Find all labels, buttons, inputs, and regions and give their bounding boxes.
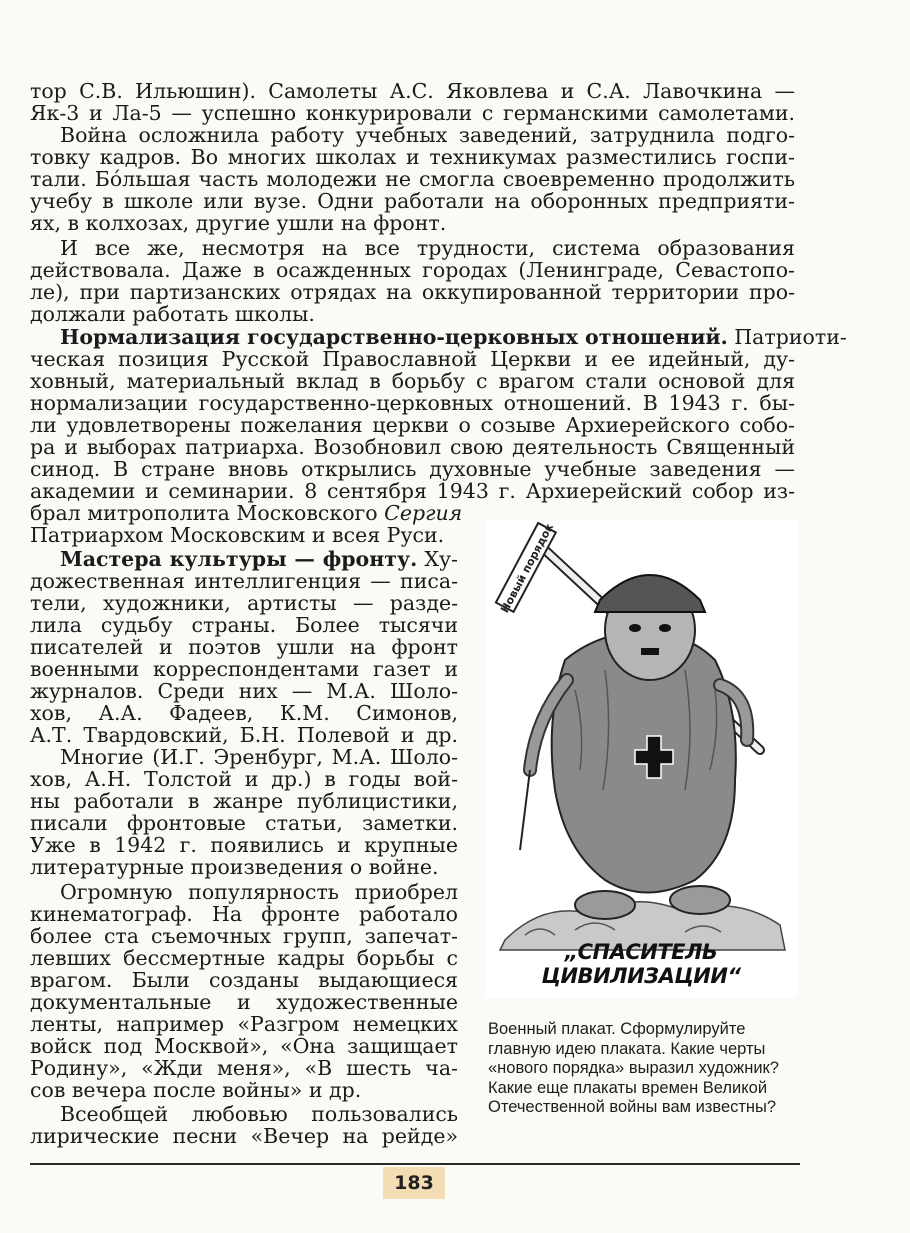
text-fragment: Патриоти-	[734, 325, 847, 349]
text-line: врагом. Были созданы выдающиеся	[30, 968, 458, 992]
text-line: Патриархом Московским и всея Руси.	[30, 523, 445, 547]
text-line: тели, художники, артисты — разде-	[30, 591, 458, 615]
text-line: Всеобщей любовью пользовались	[60, 1102, 458, 1126]
text-line: документальные и художественные	[30, 990, 458, 1014]
text-line: тали. Бóльшая часть молодежи не смогла своевременно продолжить	[30, 167, 795, 191]
text-line: писателей и поэтов ушли на фронт	[30, 635, 458, 659]
footer-divider	[30, 1163, 800, 1165]
text-line: ра и выборах патриарха. Возобновил свою деятельность Священный	[30, 435, 795, 459]
text-line: И все же, несмотря на все трудности, система образования	[60, 236, 795, 260]
text-line	[30, 501, 463, 525]
text-line: А.Т. Твардовский, Б.Н. Полевой и др.	[30, 723, 458, 747]
text-line: ленты, например «Разгром немецких	[30, 1012, 458, 1036]
text-line: ны работали в жанре публицистики,	[30, 789, 458, 813]
poster-image	[485, 520, 797, 998]
text-line: литературные произведения о войне.	[30, 855, 439, 879]
text-line: тор С.В. Ильюшин). Самолеты А.С. Яковлева и С.А. Лавочкина —	[30, 79, 795, 103]
text-line: ли удовлетворены пожелания церкви о созыве Архиерейского собо-	[30, 413, 795, 437]
text-line: военными корреспондентами газет и	[30, 657, 458, 681]
text-line: левших бессмертные кадры борьбы с	[30, 946, 458, 970]
text-line: войск под Москвой», «Она защищает	[30, 1034, 458, 1058]
text-line: Многие (И.Г. Эренбург, М.А. Шоло-	[60, 745, 458, 769]
text-fragment: Ху-	[424, 547, 458, 571]
text-line: учебу в школе или вузе. Одни работали на оборонных предприяти-	[30, 189, 795, 213]
text-line: лирические песни «Вечер на рейде»	[30, 1124, 458, 1148]
text-line: Война осложнила работу учебных заведений, затруднила подго-	[60, 123, 795, 147]
text-line: академии и семинарии. 8 сентября 1943 г. Архиерейский собор из-	[30, 479, 795, 503]
text-line: Огромную популярность приобрел	[60, 880, 458, 904]
poster-illustration-icon	[485, 520, 797, 998]
section-heading-line	[60, 325, 847, 349]
text-line: писали фронтовые статьи, заметки.	[30, 811, 458, 835]
text-line: журналов. Среди них — М.А. Шоло-	[30, 679, 458, 703]
text-line: Родину», «Жди меня», «В шесть ча-	[30, 1056, 458, 1080]
club-label: Новый порядок	[498, 521, 557, 616]
text-line: синод. В стране вновь открылись духовные учебные заведения —	[30, 457, 795, 481]
section-heading-line	[60, 548, 458, 570]
text-line: нормализации государственно-церковных отношений. В 1943 г. бы-	[30, 391, 795, 415]
text-line: ле), при партизанских отрядах на оккупированной территории про-	[30, 280, 795, 304]
text-line: товку кадров. Во многих школах и техникумах разместились госпи-	[30, 145, 795, 169]
text-line: хов, А.Н. Толстой и др.) в годы вой-	[30, 767, 458, 791]
page-number: 183	[383, 1167, 445, 1199]
section-heading: Мастера культуры — фронту.	[60, 547, 418, 571]
poster-caption: Военный плакат. Сформулируйте главную идею плаката. Какие черты «нового порядка» выразил художник? Какие еще плакаты времен Великой Отечественной войны вам известны?	[488, 1020, 779, 1116]
text-line: ховный, материальный вклад в борьбу с врагом стали основой для	[30, 369, 795, 393]
text-line: должали работать школы.	[30, 302, 315, 326]
text-line: Як-3 и Ла-5 — успешно конкурировали с германскими самолетами.	[30, 101, 795, 125]
name-sergiy: Сергия	[384, 501, 463, 525]
text-fragment: брал митрополита Московского	[30, 501, 378, 525]
text-line: сов вечера после войны» и др.	[30, 1078, 362, 1102]
text-line: ческая позиция Русской Православной Церкви и ее идейный, ду-	[30, 347, 795, 371]
text-line: кинематограф. На фронте работало	[30, 902, 458, 926]
text-line: дожественная интеллигенция — писа-	[30, 569, 458, 593]
section-heading: Нормализация государственно-церковных отношений.	[60, 325, 728, 349]
text-line: действовала. Даже в осажденных городах (Ленинграде, Севастопо-	[30, 258, 795, 282]
text-line: более ста съемочных групп, запечат-	[30, 924, 458, 948]
text-line: хов, А.А. Фадеев, К.М. Симонов,	[30, 701, 458, 725]
text-line: Уже в 1942 г. появились и крупные	[30, 833, 458, 857]
text-line: лила судьбу страны. Более тысячи	[30, 613, 458, 637]
poster-title: „СПАСИТЕЛЬ ЦИВИЛИЗАЦИИ“	[541, 940, 741, 988]
text-line: ях, в колхозах, другие ушли на фронт.	[30, 211, 447, 235]
